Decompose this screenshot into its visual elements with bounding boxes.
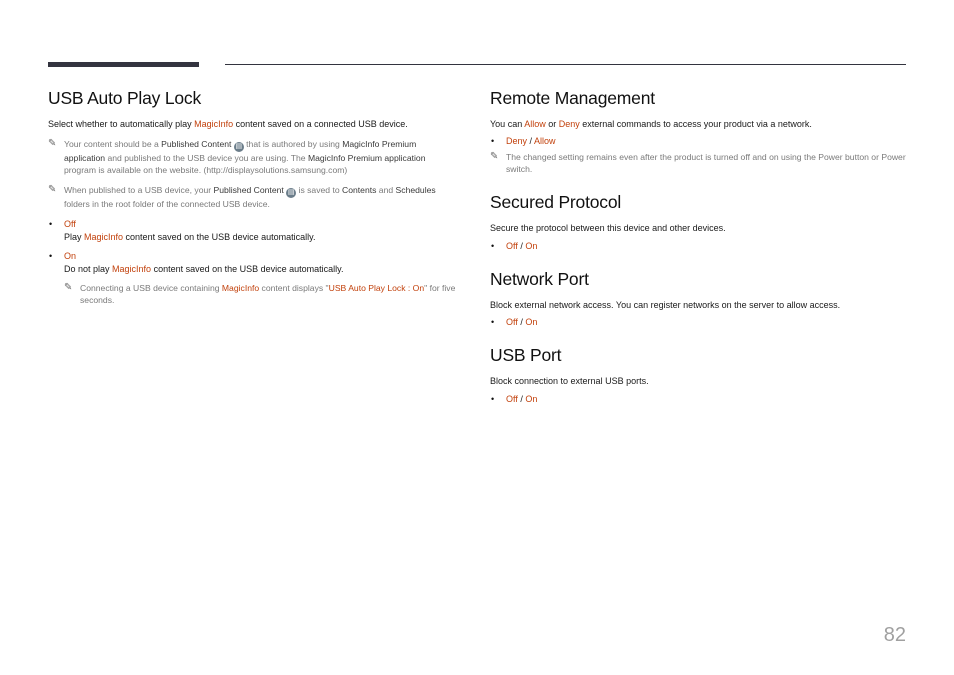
usb-port-options: • Off / On: [491, 394, 538, 404]
remote-management-options: • Deny / Allow: [491, 136, 556, 146]
bullet-icon: •: [491, 394, 495, 404]
bullet-icon: •: [49, 251, 53, 261]
option-off: • Off: [49, 219, 76, 229]
network-port-options: • Off / On: [491, 317, 538, 327]
secured-protocol-options: • Off / On: [491, 241, 538, 251]
bullet-icon: •: [49, 219, 53, 229]
remote-management-description: You can Allow or Deny external commands to access your product via a network.: [490, 119, 812, 129]
note-published-content: ✎ Your content should be a Published Content ▤ that is authored by using MagicInfo Premium application and published to the USB device you are using. The MagicInfo Premium application program is available on the website. (http://displaysolutions.samsung.com): [48, 138, 426, 175]
secured-protocol-title: Secured Protocol: [490, 192, 622, 212]
usb-auto-play-lock-title: USB Auto Play Lock: [48, 88, 202, 108]
page-number: 82: [883, 624, 906, 646]
option-on: • On: [49, 251, 77, 261]
bullet-icon: •: [491, 317, 495, 327]
header-rule-thick: [48, 62, 199, 67]
pencil-icon: ✎: [490, 151, 499, 162]
usb-port-description: Block connection to external USB ports.: [490, 376, 649, 386]
remote-management-title: Remote Management: [490, 88, 655, 108]
option-on-description: Do not play MagicInfo content saved on the USB device automatically.: [64, 264, 344, 274]
usb-auto-play-lock-description: Select whether to automatically play MagicInfo content saved on a connected USB device.: [48, 119, 408, 129]
note-remote-management: ✎ The changed setting remains even after the product is turned off and on using the Power button or Power switch.: [490, 151, 906, 174]
network-port-title: Network Port: [490, 269, 589, 289]
secured-protocol-description: Secure the protocol between this device and other devices.: [490, 223, 726, 233]
option-off-description: Play MagicInfo content saved on the USB device automatically.: [64, 232, 316, 242]
note-usb-auto-play-lock-on: ✎ Connecting a USB device containing MagicInfo content displays "USB Auto Play Lock : On" for five seconds.: [64, 282, 456, 305]
left-column: [48, 88, 458, 306]
bullet-icon: •: [491, 241, 495, 251]
pencil-icon: ✎: [48, 138, 57, 149]
note-published-to-usb: ✎ When published to a USB device, your Published Content ▤ is saved to Contents and Schedules folders in the root folder of the connected USB device.: [48, 184, 436, 209]
content-icon: ▤: [287, 189, 295, 196]
pencil-icon: ✎: [48, 184, 57, 195]
header-rule-thin: [225, 64, 906, 65]
right-column: [490, 88, 906, 406]
usb-port-title: USB Port: [490, 345, 562, 365]
bullet-icon: •: [491, 136, 495, 146]
content-icon: ▤: [235, 143, 243, 150]
network-port-description: Block external network access. You can register networks on the server to allow access.: [490, 300, 841, 310]
pencil-icon: ✎: [64, 282, 73, 293]
